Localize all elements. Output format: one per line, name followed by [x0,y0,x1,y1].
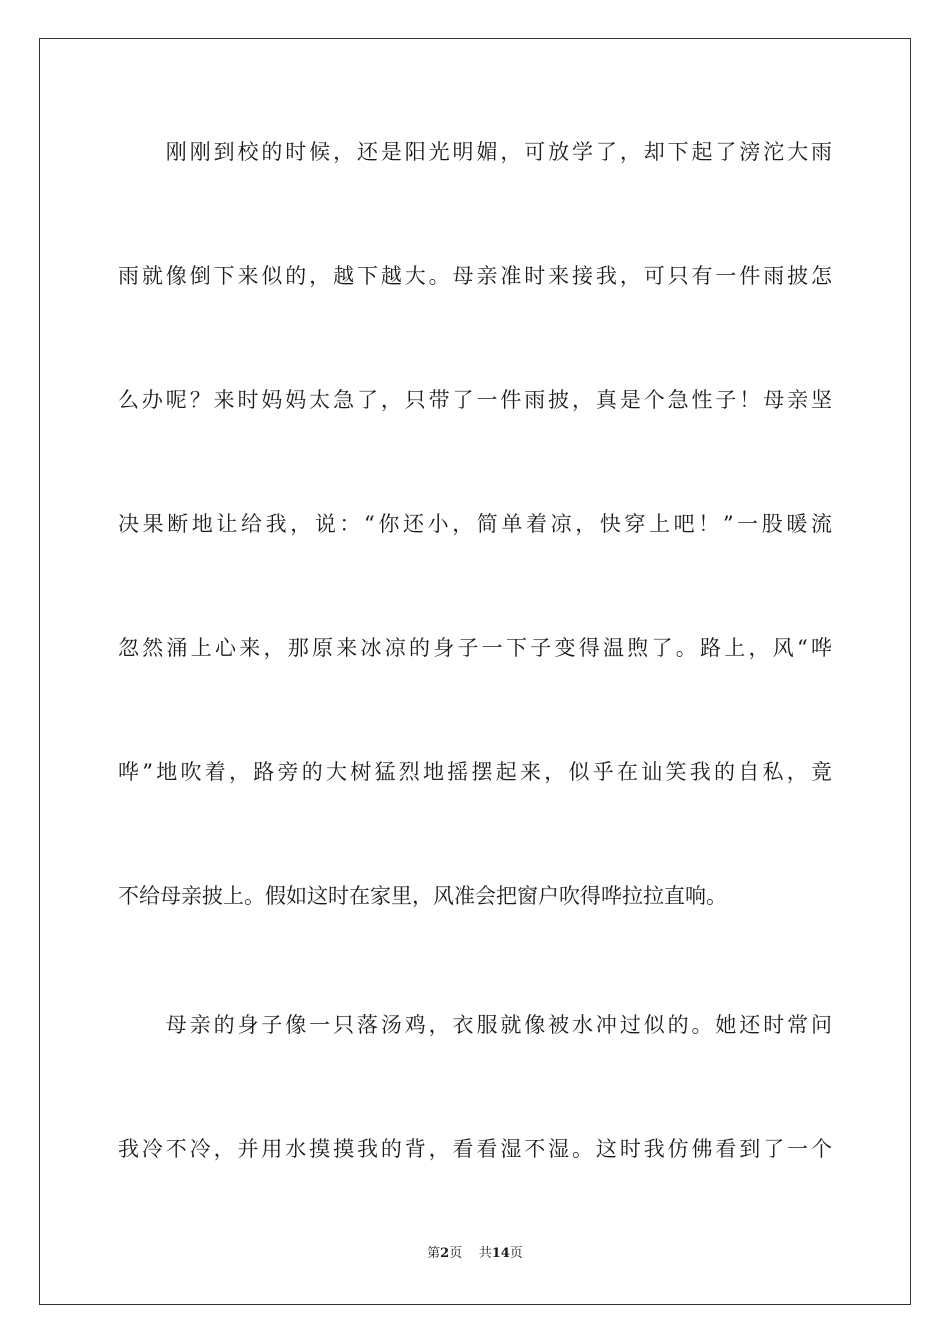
text-line: 刚刚到校的时候，还是阳光明媚，可放学了，却下起了滂沱大雨 [118,140,832,164]
text-line: 母亲的身子像一只落汤鸡，衣服就像被水冲过似的。她还时常问 [118,1013,832,1037]
page-number: 2 [440,1246,450,1261]
text-line: 哗”地吹着，路旁的大树猛烈地摇摆起来，似乎在讪笑我的自私，竟 [118,760,832,784]
text-line: 忽然涌上心来，那原来冰凉的身子一下子变得温煦了。路上，风“哗 [118,636,832,660]
page-border [39,38,911,1305]
text-line: 我冷不冷，并用水摸摸我的背，看看湿不湿。这时我仿佛看到了一个 [118,1137,832,1161]
total-pages: 14 [491,1246,510,1261]
text-line: 么办呢？来时妈妈太急了，只带了一件雨披，真是个急性子！母亲坚 [118,388,832,412]
text-line: 不给母亲披上。假如这时在家里，风准会把窗户吹得哗拉拉直响。 [118,884,727,908]
text-line: 雨就像倒下来似的，越下越大。母亲准时来接我，可只有一件雨披怎 [118,264,832,288]
page-footer [0,1245,950,1263]
total-pages-label: 共14页 [478,1246,523,1261]
text-line: 决果断地让给我，说：“你还小，简单着凉，快穿上吧！”一股暖流 [118,512,832,536]
page-label: 第2页 [427,1246,463,1261]
